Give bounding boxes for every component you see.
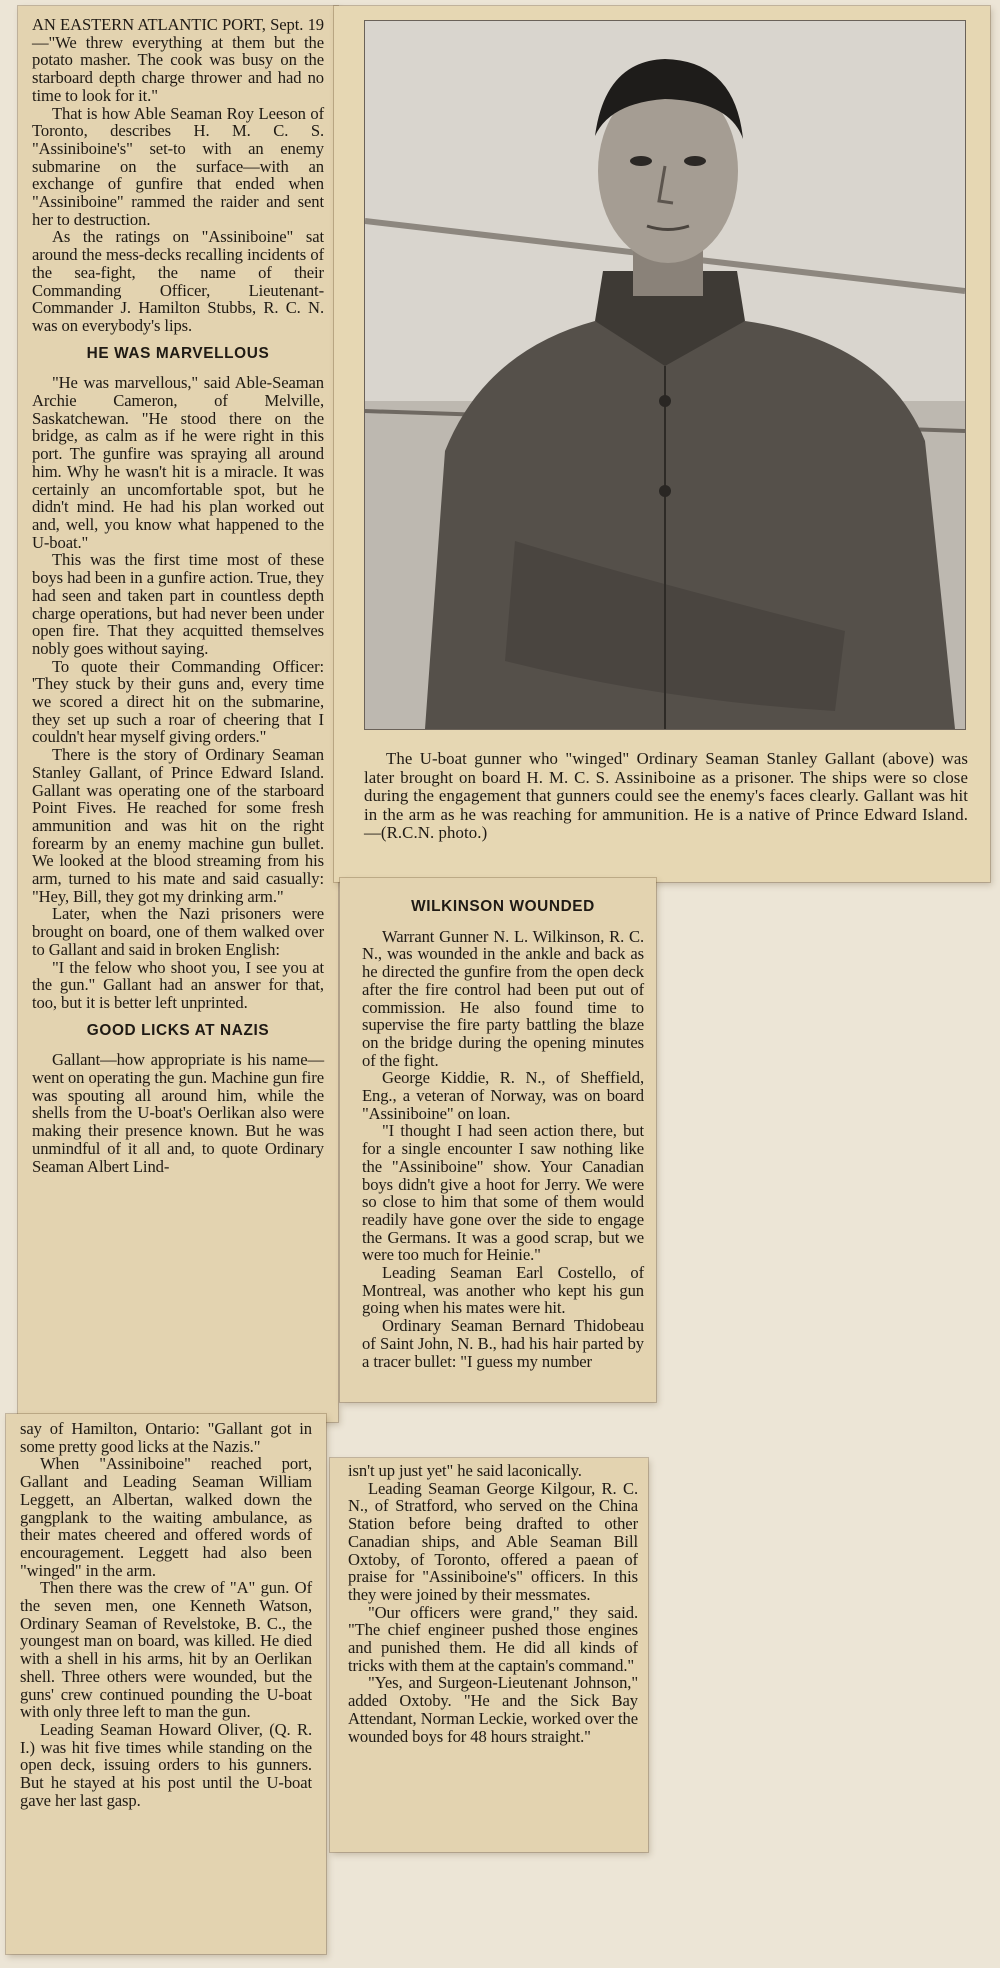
paragraph: "I the felow who shoot you, I see you at the gun." Gallant had an answer for that, too, but it is better left unprinted. [32,957,324,1012]
clipping-photo [334,6,990,882]
column-text [348,1462,638,1745]
paragraph: "He was marvellous," said Able-Seaman Archie Cameron, of Melville, Saskatchewan. "He stood there on the bridge, as calm as if he were right in this port. The gunfire was spraying all around him. Why he wasn't hit is a miracle. It was certainly an uncomfortable spot, but he didn't mind. He had his plan worked out and, well, you know what happened to the U-boat." [32,373,324,552]
column-text [32,16,324,1175]
column-text [20,1420,312,1809]
portrait-illustration [365,21,965,729]
paragraph: This was the first time most of these boys had been in a gunfire action. True, they had seen and taken part in countless depth charge operations, but had never been under open fire. That they acquitted themselves nobly goes without saying. [32,550,324,658]
paragraph: Warrant Gunner N. L. Wilkinson, R. C. N., was wounded in the ankle and back as he directed the gunfire from the open deck after the fire control had been put out of commission. He also found time to supervise the fire party battling the blaze on the bridge during the opening minutes of the fight. [362,926,644,1070]
clipping-right-middle [340,878,656,1402]
paragraph: "Our officers were grand," they said. "The chief engineer pushed those engines and punished them. He did all kinds of tricks with them at the captain's command." [348,1602,638,1675]
clipping-left-top [18,6,338,1422]
paragraph: "I thought I had seen action there, but for a single encounter I saw nothing like the "Assiniboine" show. Your Canadian boys didn't give a hoot for Jerry. We were so close to him that some of them would readily have gone over the side to engage the Germans. It was a good scrap, but we were too much for Heinie." [362,1121,644,1265]
clipping-right-bottom [330,1458,648,1852]
paragraph: Ordinary Seaman Bernard Thidobeau of Saint John, N. B., had his hair parted by a tracer bullet: "I guess my number [362,1316,644,1371]
paragraph: Gallant—how appropriate is his name—went on operating the gun. Machine gun fire was spouting all around him, while the shells from the U-boat's Oerlikan also were making their presence known. But he was unmindful of it all and, to quote Ordinary Seaman Albert Lind- [32,1050,324,1176]
paragraph: "Yes, and Surgeon-Lieutenant Johnson," added Oxtoby. "He and the Sick Bay Attendant, Norman Leckie, worked over the wounded boys for 48 hours straight." [348,1673,638,1746]
paragraph: Then there was the crew of "A" gun. Of the seven men, one Kenneth Watson, Ordinary Seaman of Revelstoke, B. C., the youngest man on board, was killed. He died with a shell in his arms, hit by an Oerlikan shell. Three others were wounded, but the guns' crew continued pounding the U-boat with only three left to man the gun. [20,1578,312,1722]
column-text [362,898,644,1370]
subheading: HE WAS MARVELLOUS [86,344,270,362]
paragraph: Leading Seaman Howard Oliver, (Q. R. I.) was hit five times while standing on the open deck, issuing orders to his gunners. But he stayed at his post until the U-boat gave her last gasp. [20,1719,312,1810]
paragraph: There is the story of Ordinary Seaman Stanley Gallant, of Prince Edward Island. Gallant was operating one of the starboard Point Fives. He reached for some fresh ammunition and was hit on the right forearm by an enemy machine gun bullet. We looked at the blood streaming from his arm, turned to his mate and said casually: "Hey, Bill, they got my drinking arm." [32,745,324,906]
subheading: WILKINSON WOUNDED [411,898,595,915]
photo-caption: The U-boat gunner who "winged" Ordinary Seaman Stanley Gallant (above) was later brought on board H. M. C. S. Assiniboine as a prisoner. The ships were so close during the engagement that gunners could see the enemy's faces clearly. Gallant was hit in the arm as he was reaching for ammunition. He is a native of Prince Edward Island.—(R.C.N. photo.) [364,749,968,843]
paragraph: As the ratings on "Assiniboine" sat around the mess-decks recalling incidents of the sea-fight, the name of their Commanding Officer, Lieutenant-Commander J. Hamilton Stubbs, R. C. N. was on everybody's lips. [32,227,324,335]
subheading: GOOD LICKS AT NAZIS [86,1021,270,1039]
paragraph: Leading Seaman Earl Costello, of Montreal, was another who kept his gun going when his mates were hit. [362,1263,644,1318]
paragraph: isn't up just yet" he said laconically. [348,1461,582,1480]
paragraph: Later, when the Nazi prisoners were brought on board, one of them walked over to Gallant and said in broken English: [32,904,324,959]
paragraph: George Kiddie, R. N., of Sheffield, Eng., a veteran of Norway, was on board "Assiniboine" on loan. [362,1068,644,1123]
clipping-left-bottom [6,1414,326,1954]
paragraph: That is how Able Seaman Roy Leeson of Toronto, describes H. M. C. S. "Assiniboine's" set-to with an enemy submarine on the surface—with an exchange of gunfire that ended when "Assiniboine" rammed the raider and sent her to destruction. [32,103,324,229]
paragraph: When "Assiniboine" reached port, Gallant and Leading Seaman William Leggett, an Albertan, walked down the gangplank to the waiting ambulance, as their mates cheered and offered words of encouragement. Leggett had also been "winged" in the arm. [20,1454,312,1580]
paragraph: To quote their Commanding Officer: 'They stuck by their guns and, every time we scored a direct hit on the submarine, they set up such a roar of cheering that I couldn't hear myself giving orders." [32,656,324,747]
paragraph: AN EASTERN ATLANTIC PORT, Sept. 19—"We threw everything at them but the potato masher. The cook was busy on the starboard depth charge thrower and had no time to look for it." [32,15,324,105]
paragraph: say of Hamilton, Ontario: "Gallant got in some pretty good licks at the Nazis." [20,1419,312,1456]
paragraph: Leading Seaman George Kilgour, R. C. N., of Stratford, who served on the China Station before being drafted to other Canadian ships, and Able Seaman Bill Oxtoby, of Toronto, offered a paean of praise for "Assiniboine's" officers. In this they were joined by their messmates. [348,1478,638,1604]
sailor-photo [364,20,966,730]
